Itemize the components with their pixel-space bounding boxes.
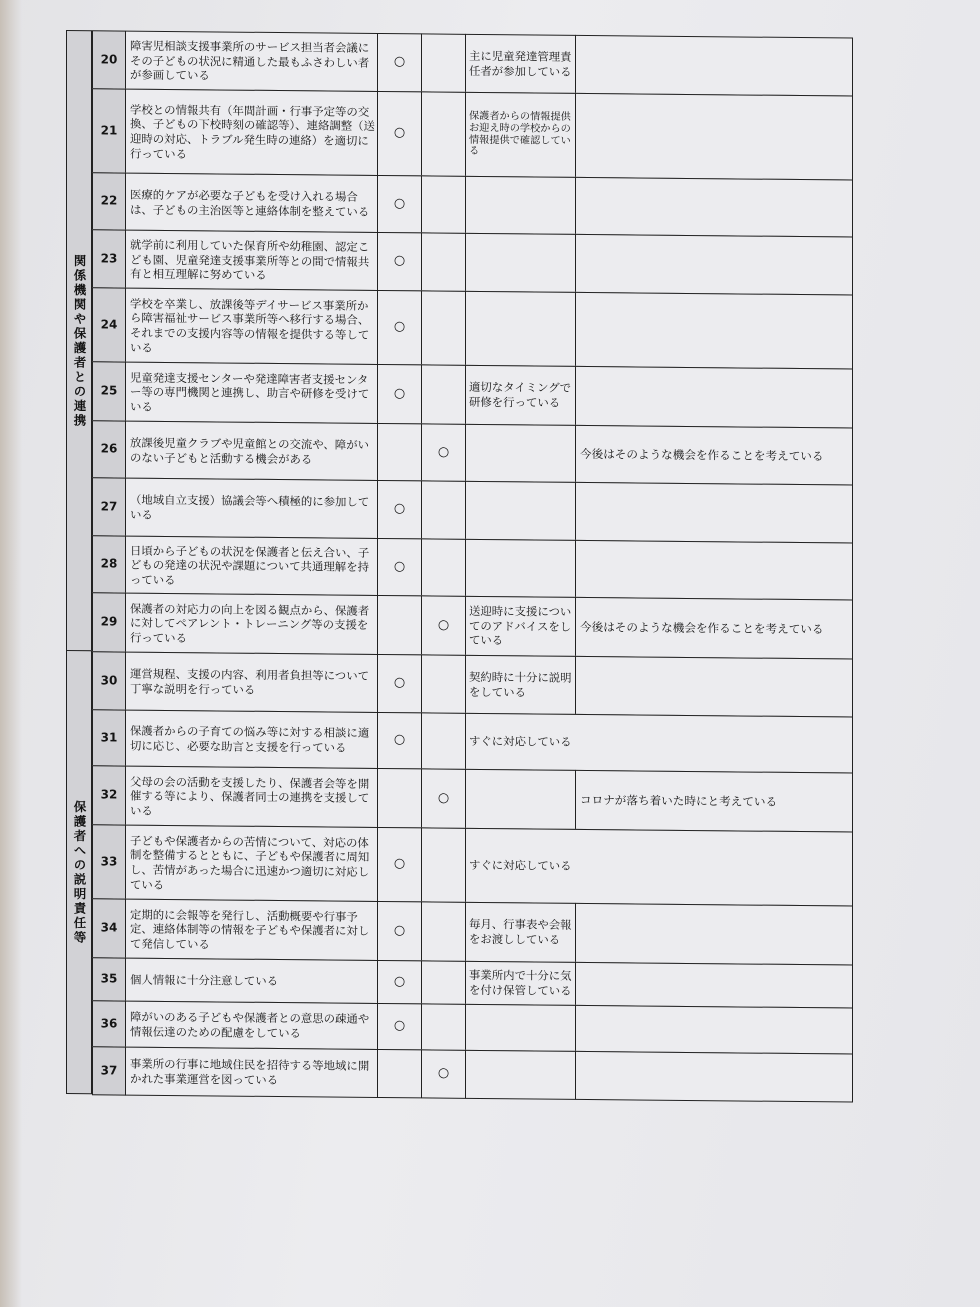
- row-number: 35: [92, 957, 126, 1001]
- row-item: （地域自立支援）協議会等へ積極的に参加している: [125, 478, 378, 539]
- table-row: [92, 477, 852, 542]
- row-item: 就学前に利用していた保育所や幼稚園、認定こども園、児童発達支援事業所等との間で情報共有と相互理解に努めている: [125, 230, 378, 291]
- table-row: [92, 1000, 852, 1053]
- table-row: [92, 420, 852, 484]
- no-mark: [421, 960, 466, 1004]
- yes-mark: ○: [377, 290, 422, 365]
- row-number: 30: [92, 651, 126, 710]
- row-item: 学校との情報共有（年間計画・行事予定等の交換、子どもの下校時刻の確認等）、連絡調整（送迎時の対応、トラブル発生時の連絡）を適切に行っている: [125, 89, 378, 176]
- row-item: 学校を卒業し、放課後等デイサービス事業所から障害福祉サービス事業所等へ移行する場合、それまでの支援内容等の情報を提供する等している: [125, 288, 378, 365]
- row-number: 21: [92, 88, 126, 173]
- yes-mark: ○: [377, 91, 422, 176]
- reason-note: [465, 176, 576, 235]
- row-number: 20: [92, 30, 126, 89]
- table-row: [92, 765, 852, 831]
- row-number: 23: [92, 229, 126, 288]
- row-number: 26: [92, 420, 126, 478]
- no-mark: [421, 1003, 466, 1050]
- yes-mark: ○: [377, 480, 422, 539]
- row-item: 事業所の行事に地域住民を招待する等地域に開かれた事業運営を図っている: [125, 1047, 378, 1098]
- improvement-note: [575, 482, 853, 544]
- improvement-note: [575, 93, 853, 181]
- yes-mark: ○: [377, 364, 422, 424]
- table-row: [92, 229, 852, 294]
- row-number: 27: [92, 477, 126, 536]
- reason-note: [465, 424, 576, 483]
- section-label-text: 関係機関や保護者との連携: [72, 253, 87, 428]
- row-item: 運営規程、支援の内容、利用者負担等について丁寧な説明を行っている: [125, 652, 378, 713]
- improvement-note: [575, 903, 853, 966]
- row-item: 保護者の対応力の向上を図る観点から、保護者に対してペアレント・トレーニング等の支援を行っている: [125, 593, 378, 655]
- table-row: [92, 651, 852, 716]
- reason-note: 事業所内で十分に気を付け保管している: [465, 961, 576, 1006]
- yes-mark: ○: [377, 712, 422, 769]
- row-item: 医療的ケアが必要な子どもを受け入れる場合は、子どもの主治医等と連絡体制を整えている: [125, 173, 378, 233]
- row-number: 28: [92, 535, 126, 593]
- yes-mark: ○: [377, 33, 422, 92]
- yes-mark: ○: [377, 175, 422, 233]
- table-row: [92, 709, 852, 772]
- yes-mark: ○: [377, 960, 422, 1004]
- table-row: [92, 1046, 852, 1101]
- row-number: 22: [92, 172, 126, 230]
- reason-note: [465, 769, 576, 830]
- section-label-text: 保護者への説明責任等: [72, 799, 87, 945]
- table-row: [92, 535, 852, 599]
- reason-note: [465, 481, 576, 541]
- no-mark: ○: [421, 768, 466, 828]
- yes-mark: [377, 768, 422, 828]
- improvement-note: 今後はそのような機会を作ることを考えている: [575, 597, 853, 660]
- table-row: [92, 30, 852, 95]
- row-item: 日頃から子どもの状況を保護者と伝え合い、子どもの発達の状況や課題について共通理解を持っている: [125, 536, 378, 596]
- improvement-note: [575, 35, 853, 97]
- table-row: [92, 592, 852, 658]
- row-number: 37: [92, 1046, 126, 1095]
- yes-mark: ○: [377, 232, 422, 291]
- reason-note: [465, 233, 576, 293]
- no-mark: [421, 654, 466, 713]
- no-mark: [421, 175, 466, 233]
- reason-note: 主に児童発達管理責任者が参加している: [465, 34, 576, 94]
- row-item: 子どもや保護者からの苦情について、対応の体制を整備するとともに、子どもや保護者に周知し、苦情があった場合に迅速かつ適切に対応している: [125, 825, 378, 902]
- improvement-note: コロナが落ち着いた時にと考えている: [575, 770, 853, 833]
- no-mark: [421, 538, 466, 596]
- no-mark: [421, 901, 466, 961]
- improvement-note: [575, 177, 853, 238]
- reason-note: 保護者からの情報提供 お迎え時の学校からの 情報提供で確認している: [465, 92, 576, 178]
- reason-note: [465, 539, 576, 598]
- row-number: 33: [92, 824, 126, 899]
- page-edge-shadow: [0, 0, 22, 1307]
- row-number: 34: [92, 898, 126, 958]
- table-row: [92, 957, 852, 1007]
- table-row: [92, 172, 852, 236]
- no-mark: [421, 712, 466, 769]
- no-mark: [421, 91, 466, 176]
- reason-note: [465, 1050, 576, 1100]
- yes-mark: ○: [377, 827, 422, 902]
- no-mark: [421, 480, 466, 539]
- row-item: 定期的に会報等を発行し、活動概要や行事予定、連絡体制等の情報を子どもや保護者に対して発信している: [125, 899, 378, 961]
- no-mark: ○: [421, 423, 466, 481]
- table-row: [92, 361, 852, 427]
- table-row: [92, 88, 852, 179]
- row-item: 障害児相談支援事業所のサービス担当者会議にその子どもの状況に精通した最もふさわしい者が参画している: [125, 31, 378, 92]
- reason-note: 毎月、行事表や会報をお渡ししている: [465, 902, 576, 963]
- evaluation-sheet: [66, 30, 846, 1101]
- no-mark: [421, 232, 466, 291]
- no-mark: [421, 33, 466, 92]
- improvement-note: 今後はそのような機会を作ることを考えている: [575, 425, 853, 486]
- row-number: 24: [92, 287, 126, 362]
- row-number: 31: [92, 709, 126, 766]
- row-number: 29: [92, 592, 126, 652]
- yes-mark: [377, 1049, 422, 1098]
- yes-mark: ○: [377, 1003, 422, 1050]
- yes-mark: ○: [377, 901, 422, 961]
- yes-mark: [377, 595, 422, 655]
- row-number: 25: [92, 361, 126, 421]
- no-mark: ○: [421, 595, 466, 655]
- improvement-note: [575, 656, 853, 718]
- reason-note: [465, 291, 576, 367]
- improvement-note: [575, 1005, 853, 1055]
- yes-mark: ○: [377, 538, 422, 596]
- no-mark: [421, 290, 466, 365]
- no-mark: ○: [421, 1049, 466, 1098]
- row-item: 児童発達支援センターや発達障害者支援センター等の専門機関と連携し、助言や研修を受けている: [125, 362, 378, 424]
- no-mark: [421, 827, 466, 902]
- reason-note: すぐに対応している: [465, 713, 853, 774]
- reason-note: すぐに対応している: [465, 828, 853, 907]
- table-row: [92, 824, 852, 905]
- improvement-note: [575, 540, 853, 601]
- improvement-note: [575, 292, 853, 370]
- row-item: 保護者からの子育ての悩み等に対する相談に適切に応じ、必要な助言と支援を行っている: [125, 710, 378, 769]
- row-number: 36: [92, 1000, 126, 1047]
- table-row: [92, 287, 852, 368]
- yes-mark: ○: [377, 654, 422, 713]
- improvement-note: [575, 1051, 853, 1103]
- reason-note: 送迎時に支援についてのアドバイスをしている: [465, 596, 576, 657]
- improvement-note: [575, 366, 853, 429]
- row-item: 父母の会の活動を支援したり、保護者会等を開催する等により、保護者同士の連携を支援している: [125, 766, 378, 828]
- improvement-note: [575, 962, 853, 1009]
- row-item: 放課後児童クラブや児童館との交流や、障がいのない子どもと活動する機会がある: [125, 421, 378, 481]
- table-row: [92, 898, 852, 964]
- row-item: 障がいのある子どもや保護者との意思の疎通や情報伝達のための配慮をしている: [125, 1001, 378, 1050]
- row-item: 個人情報に十分注意している: [125, 958, 378, 1004]
- improvement-note: [575, 234, 853, 296]
- reason-note: 契約時に十分に説明をしている: [465, 655, 576, 715]
- row-number: 32: [92, 765, 126, 825]
- no-mark: [421, 364, 466, 424]
- yes-mark: [377, 423, 422, 481]
- reason-note: 適切なタイミングで 研修を行っている: [465, 365, 576, 426]
- reason-note: [465, 1004, 576, 1052]
